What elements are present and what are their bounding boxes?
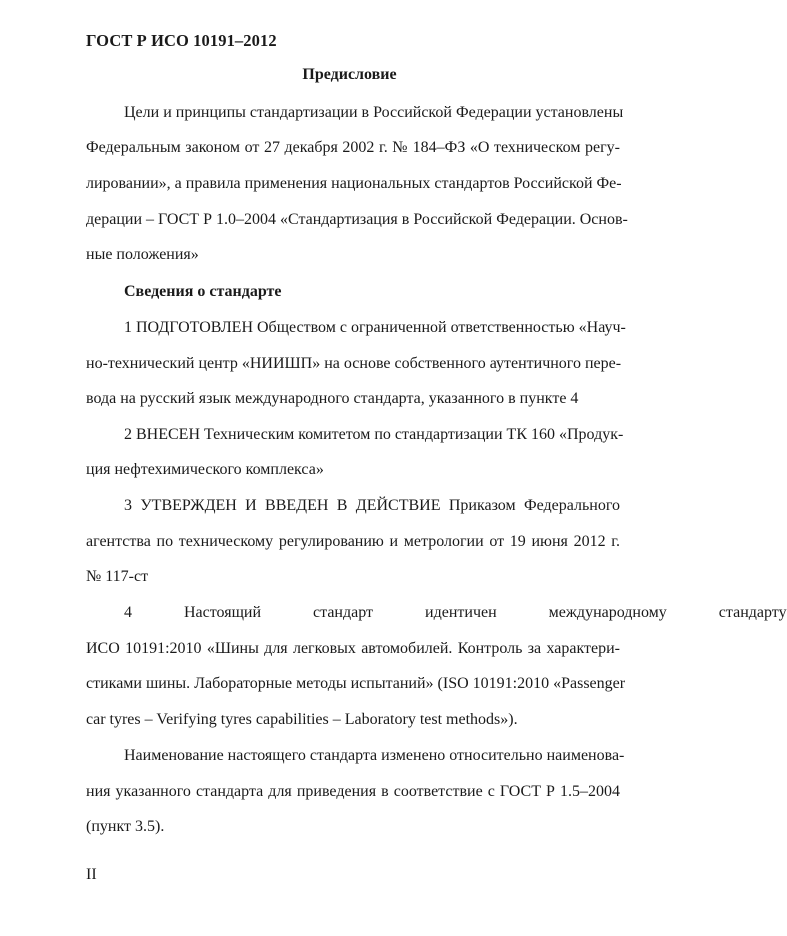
paragraph-line: Цели и принципы стандартизации в Российской Федерации установлены <box>124 104 624 121</box>
paragraph-line: агентства по техническому регулированию и метрологии от 19 июня 2012 г. <box>86 533 620 550</box>
paragraph-line: дерации – ГОСТ Р 1.0–2004 «Стандартизация в Российской Федерации. Основ- <box>86 211 628 228</box>
paragraph-line: вода на русский язык международного стандарта, указанного в пункте 4 <box>86 390 579 407</box>
paragraph-line: ния указанного стандарта для приведения в соответствие с ГОСТ Р 1.5–2004 <box>86 783 620 800</box>
paragraph-line: но-технический центр «НИИШП» на основе собственного аутентичного пере- <box>86 355 622 372</box>
paragraph-line: car tyres – Verifying tyres capabilities – Laboratory test methods»). <box>86 711 518 728</box>
paragraph-line: 4 Настоящий стандарт идентичен международному стандарту <box>124 604 787 621</box>
section-title: Предисловие <box>302 66 397 83</box>
paragraph-line: стиками шины. Лабораторные методы испытаний» (ISO 10191:2010 «Passenger <box>86 675 626 692</box>
paragraph-line: лировании», а правила применения национальных стандартов Российской Фе- <box>86 175 622 192</box>
paragraph-line: ИСО 10191:2010 «Шины для легковых автомобилей. Контроль за характери- <box>86 640 620 657</box>
paragraph-line: (пункт 3.5). <box>86 818 165 835</box>
paragraph-line: 1 ПОДГОТОВЛЕН Обществом с ограниченной ответственностью «Науч- <box>124 319 626 336</box>
paragraph-line: Федеральным законом от 27 декабря 2002 г. № 184–ФЗ «О техническом регу- <box>86 139 620 156</box>
paragraph-line: ция нефтехимического комплекса» <box>86 461 324 478</box>
paragraph-line: ные положения» <box>86 246 199 263</box>
paragraph-line: 2 ВНЕСЕН Техническим комитетом по стандартизации ТК 160 «Продук- <box>124 426 624 443</box>
paragraph-line: 3 УТВЕРЖДЕН И ВВЕДЕН В ДЕЙСТВИЕ Приказом Федерального <box>124 497 620 514</box>
paragraph-line: № 117-ст <box>86 568 149 585</box>
standard-header: ГОСТ Р ИСО 10191–2012 <box>86 31 277 50</box>
paragraph-line: Наименование настоящего стандарта изменено относительно наименова- <box>124 747 625 764</box>
page-number: II <box>86 866 97 883</box>
subsection-heading: Сведения о стандарте <box>124 283 282 300</box>
